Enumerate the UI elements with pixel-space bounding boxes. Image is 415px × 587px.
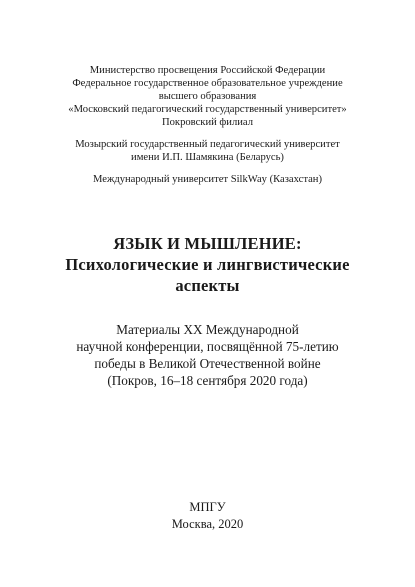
conference-line-4: (Покров, 16–18 сентября 2020 года): [107, 373, 308, 388]
organizer-ministry: Министерство просвещения Российской Федерации: [89, 65, 326, 76]
organizer-mozyr-name: имени И.П. Шамякина (Беларусь): [131, 152, 284, 163]
book-title-line-1: ЯЗЫК И МЫШЛЕНИЕ:: [113, 234, 302, 253]
organizer-university-name: «Московский педагогический государственный университет»: [68, 104, 347, 115]
conference-line-2: научной конференции, посвящённой 75-летию: [76, 339, 339, 354]
book-title-line-2: Психологические и лингвистические: [65, 255, 350, 274]
organizer-branch: Покровский филиал: [161, 117, 254, 128]
conference-line-1: Материалы XX Международной: [116, 322, 299, 337]
publisher-name: МПГУ: [189, 500, 226, 514]
conference-line-3: победы в Великой Отечественной войне: [94, 356, 321, 371]
organizer-mozyr-university: Мозырский государственный педагогический университет: [75, 139, 340, 150]
organizer-institution-type: Федеральное государственное образовательное учреждение: [72, 78, 343, 89]
organizer-education-level: высшего образования: [158, 91, 257, 102]
organizer-silkway-university: Международный университет SilkWay (Казахстан): [93, 174, 322, 185]
book-title-line-3: аспекты: [175, 276, 240, 295]
publisher-city-year: Москва, 2020: [171, 517, 244, 531]
